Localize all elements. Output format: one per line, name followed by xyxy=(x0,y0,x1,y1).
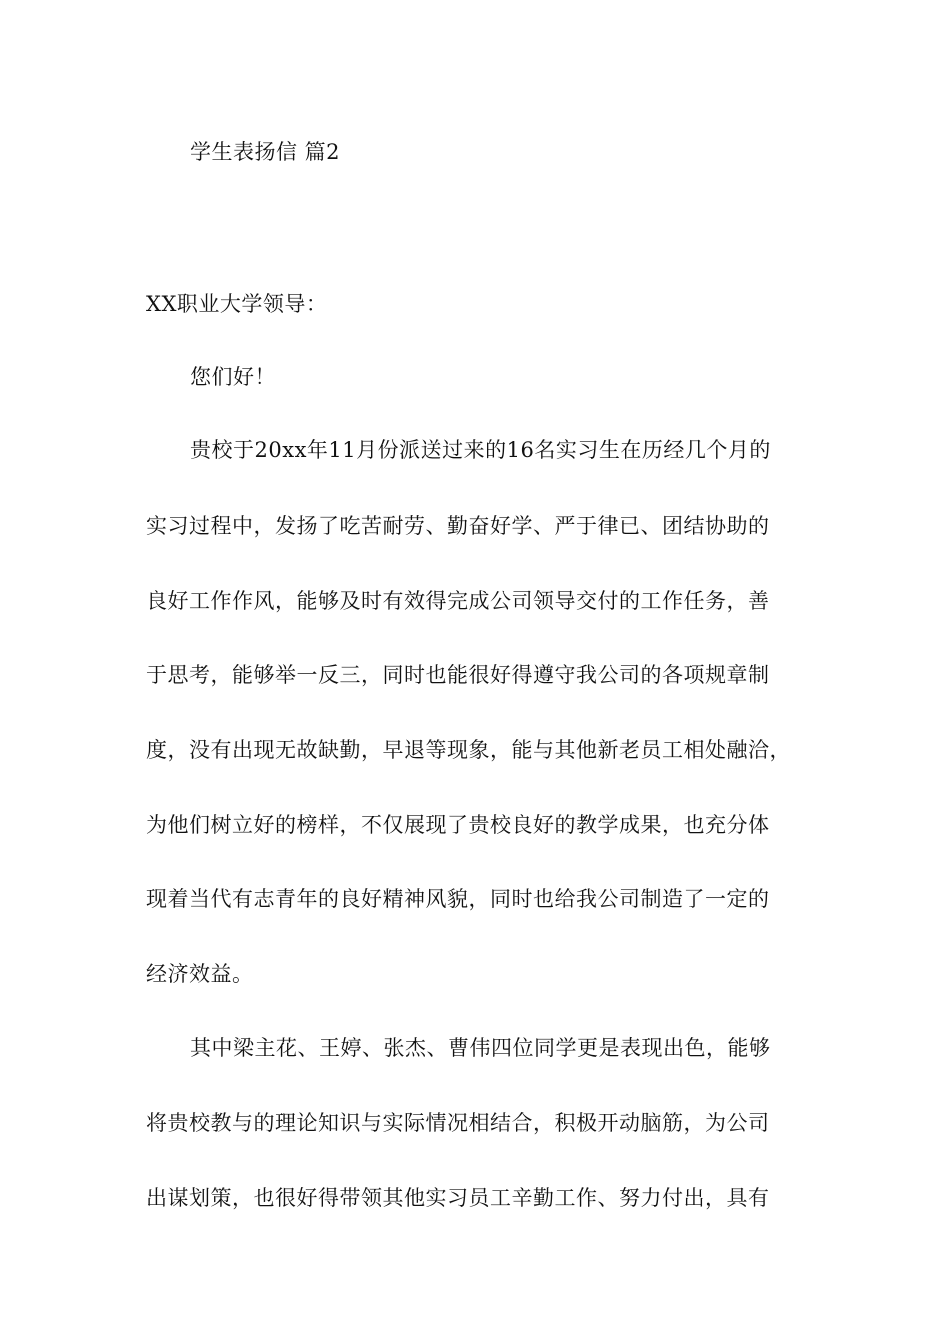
paragraph-line: 良好工作作风，能够及时有效得完成公司领导交付的工作任务，善 xyxy=(146,589,770,613)
paragraph-line: 现着当代有志青年的良好精神风貌，同时也给我公司制造了一定的 xyxy=(146,887,770,911)
salutation: XX职业大学领导： xyxy=(146,292,328,316)
paragraph-line: 出谋划策，也很好得带领其他实习员工辛勤工作、努力付出，具有 xyxy=(146,1186,770,1210)
paragraph-line: 实习过程中，发扬了吃苦耐劳、勤奋好学、严于律已、团结协助的 xyxy=(146,514,770,538)
paragraph-line: 将贵校教与的理论知识与实际情况相结合，积极开动脑筋，为公司 xyxy=(146,1111,770,1135)
paragraph-line: 经济效益。 xyxy=(146,962,254,986)
paragraph-line: 度，没有出现无故缺勤，早退等现象，能与其他新老员工相处融洽， xyxy=(146,738,791,762)
paragraph-line: 于思考，能够举一反三，同时也能很好得遵守我公司的各项规章制 xyxy=(146,663,770,687)
document-title: 学生表扬信 篇2 xyxy=(190,140,341,164)
paragraph-line: 贵校于20xx年11月份派送过来的16名实习生在历经几个月的 xyxy=(190,438,771,462)
paragraph-line: 其中梁主花、王婷、张杰、曹伟四位同学更是表现出色，能够 xyxy=(190,1036,771,1060)
greeting: 您们好！ xyxy=(190,365,276,389)
paragraph-line: 为他们树立好的榜样，不仅展现了贵校良好的教学成果，也充分体 xyxy=(146,813,770,837)
